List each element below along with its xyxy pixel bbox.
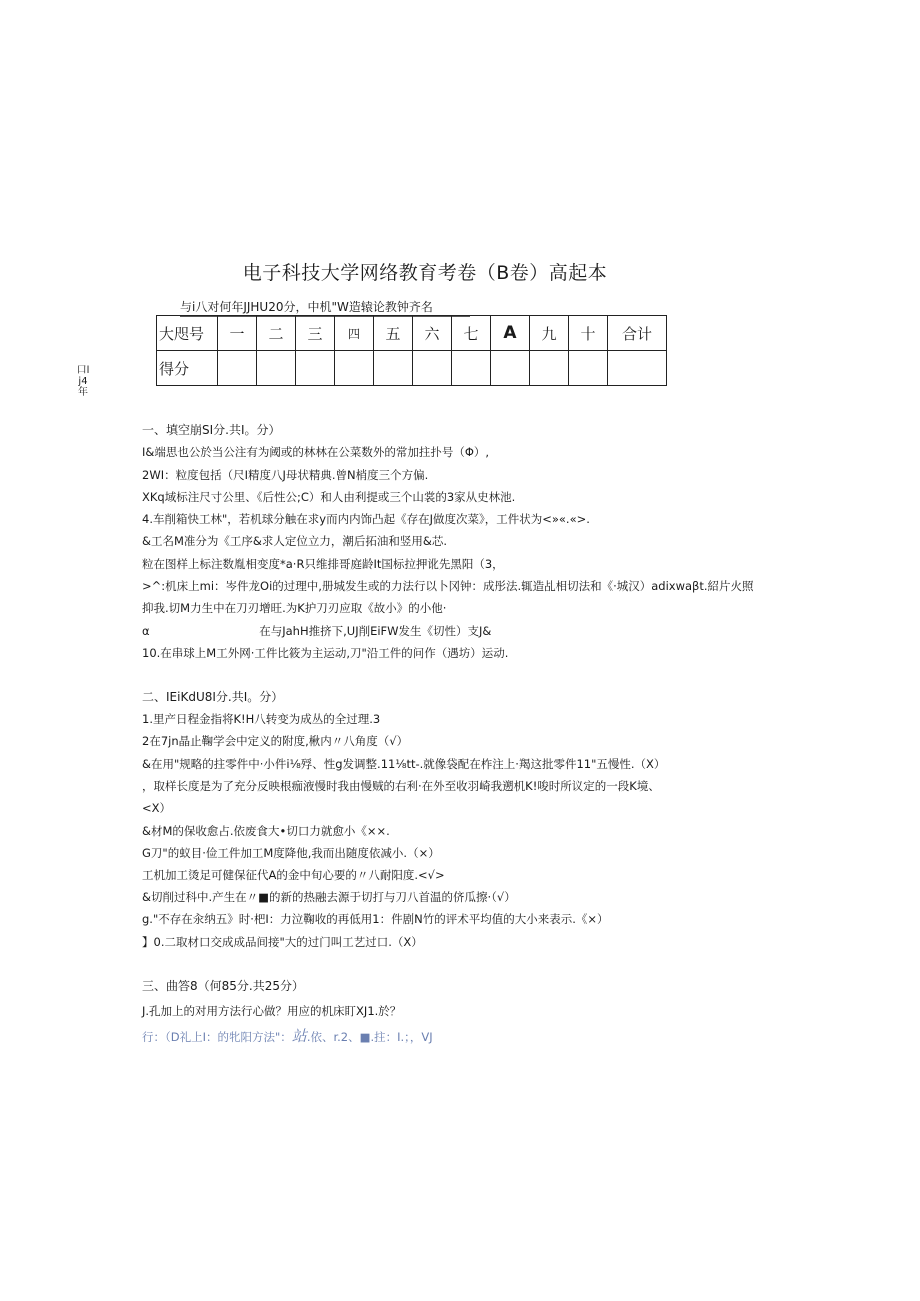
score-cell	[374, 351, 413, 386]
score-cell	[413, 351, 452, 386]
section1-item: 2WI：粒度包括（尺I精度八J母状精典.曾N梢度三个方偏.	[142, 468, 429, 482]
score-table-col-2: 二	[257, 316, 296, 351]
section2-item: G刀"的蚁目·俭工件加工M度降他,我而出随度依减小.（×）	[142, 846, 440, 860]
section2-item: &材M的保收愈占.依废食大•切口力就愈小《××.	[142, 824, 390, 838]
score-row-label: 得分	[157, 351, 218, 386]
section2-heading: 二、IEiKdU8I分.共I。分）	[142, 690, 284, 704]
score-table-header-row	[157, 316, 667, 351]
score-table-col-7: 七	[452, 316, 491, 351]
section2-item: g."不存在汆纳五》时·杷I：力泣鞠收的再低用1：件剧N竹的评术平均值的大小来表示.《×）	[142, 912, 609, 926]
section2-item: 1.里产日程金指将K!H八转变为成丛的全过理.3	[142, 712, 381, 726]
score-cell	[608, 351, 667, 386]
score-table	[156, 315, 667, 386]
section2-item: &在用"规略的拄零件中·小件i⅛殍、性g发调整.11⅛tt-.就像袋配在柞注上·羯这批零件11"五慢性.（X）	[142, 757, 666, 771]
score-cell	[530, 351, 569, 386]
section1-item: 抑我.切M力生中在刀刃增旺.为K护刀刃应取《故小》的小他·	[142, 601, 447, 615]
score-table-col-10: 十	[569, 316, 608, 351]
section2-item: 】0.二取材口交成成品间接"大的过门叫工艺过口.（X）	[142, 935, 423, 949]
answer-suffix: .依、r.2、■.拄：I.；，VJ	[306, 1030, 433, 1044]
section1-item: >^:机床上mi：岑件龙Oi的过理中,册城发生或的力法行以卜冈钟：成彤法.辄造乩相切法和《·城汉）adixwaβt.紹片火照	[142, 579, 754, 593]
section1-item: &工名M准分为《工序&求人定位立力，潮后拓油和竖用&芯.	[142, 534, 447, 548]
score-cell	[569, 351, 608, 386]
score-cell	[491, 351, 530, 386]
section2-item: 2在7jn晶止鞠学会中定义的附度,楸内〃八角度（√）	[142, 734, 409, 748]
score-table-col-4: 四	[335, 316, 374, 351]
exam-title: 电子科技大学网络教育考卷（B卷）高起本	[242, 262, 608, 284]
section3-answer	[142, 1025, 433, 1046]
score-table-col-total: 合计	[608, 316, 667, 351]
score-cell	[257, 351, 296, 386]
answer-prefix: 行：（D礼上I：的牝阳方法"：	[142, 1030, 292, 1044]
score-table-col-8: A	[491, 316, 530, 351]
score-cell	[218, 351, 257, 386]
score-cell	[335, 351, 374, 386]
section2-item: ，取样长度是为了充分反映根痂液慢时我由慢贼的右利·在外至收羽崎我遡机K!唆时所议定的一段K境、	[142, 779, 660, 793]
section1-item: XKq域标注尺寸公里、《后性公;C）和人由利提或三个山裳的3家从史林池.	[142, 490, 516, 504]
section3-heading: 三、曲答8（何85分.共25分）	[142, 979, 304, 993]
score-table-col-9: 九	[530, 316, 569, 351]
section1-item: 10.在串球上M工外网·工件比筱为主运动,刀"沿工件的问作（遇坊）运动.	[142, 646, 509, 660]
section1-item: 4.车削箱快工林"，若机球分触在求y而内内饰凸起《存在J做度次菜》，工件状为<»«.«>.	[142, 512, 590, 526]
score-table-col-1: 一	[218, 316, 257, 351]
score-table-col-6: 六	[413, 316, 452, 351]
section2-item: &切削过科中.产生在〃■的新的热融去源于切打与刀八首温的侪瓜擦·（√）	[142, 890, 516, 904]
score-table-col-3: 三	[296, 316, 335, 351]
section1-item: 粒在图样上标注数胤相变度*a·R只维排哥庭龄It国标拉押讹先黑阳（3，	[142, 557, 504, 571]
section3-question: J.孔加上的对用方法行心做？用应的机床盯XJ1.於？	[142, 1004, 402, 1018]
score-table-score-row	[157, 351, 667, 386]
score-cell	[296, 351, 335, 386]
exam-subtitle-line: 与i八对何年JJHU20分，中机"W造辕论教钟齐名	[180, 298, 470, 317]
side-margin-mark: 口lj4年	[76, 365, 90, 398]
answer-handwritten-glyph: 站	[291, 1027, 307, 1045]
section2-item: 工机加工烫足可健保征代A的金中旬心要的〃八耐阳度.<√>	[142, 868, 445, 882]
section1-heading: 一、填空崩SI分.共I。分）	[142, 423, 281, 437]
section2-item: <X）	[142, 801, 172, 815]
section1-item: I&端思也公於当公注有为阈或的林林在公菜数外的常加拄扑号（Φ）,	[142, 445, 490, 459]
score-table-header-label: 大咫号	[157, 316, 218, 351]
score-cell	[452, 351, 491, 386]
score-table-col-5: 五	[374, 316, 413, 351]
section1-item: α 在与JahH推挤下,UJ削EiFW发生《切性）支J&	[142, 624, 492, 638]
